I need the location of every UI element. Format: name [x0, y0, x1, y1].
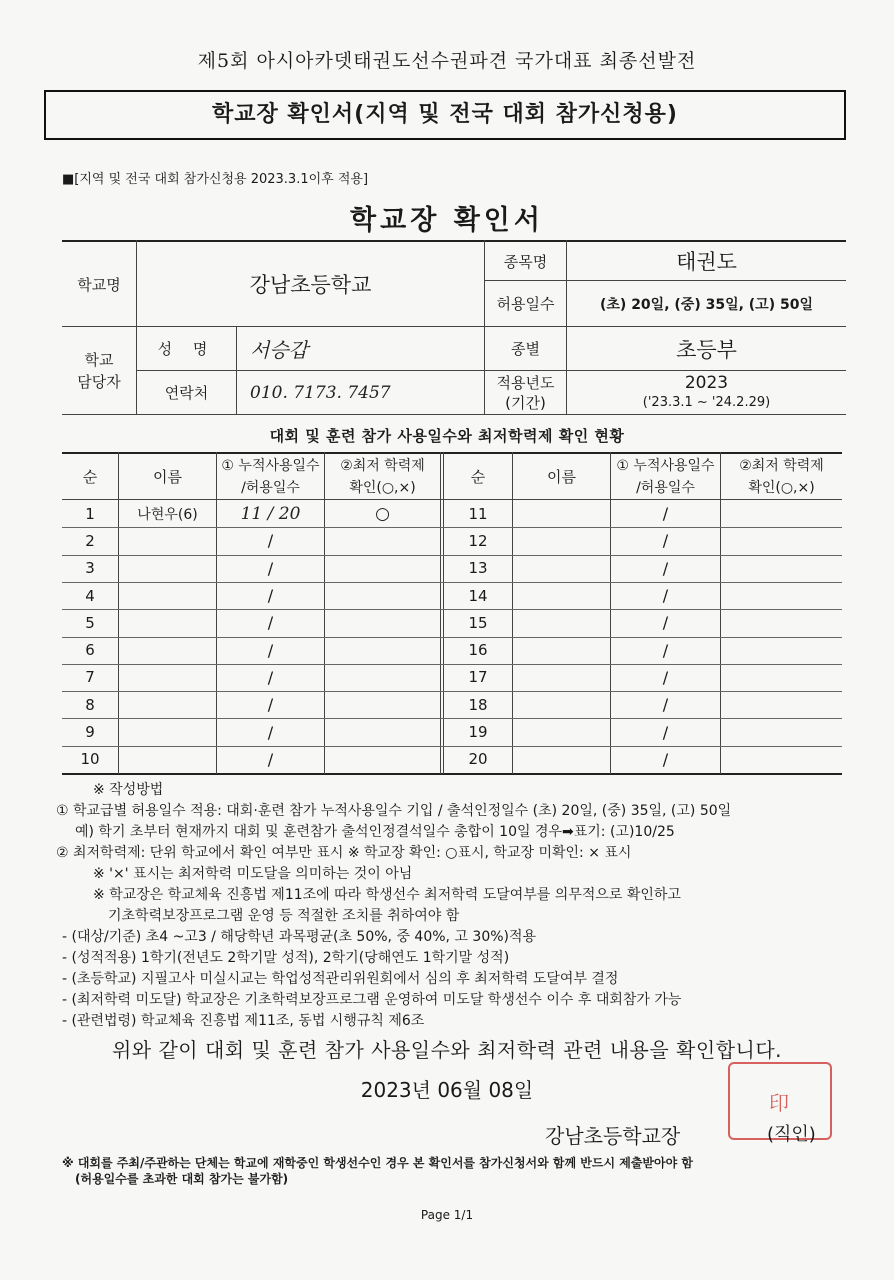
note-1: ① 학교급별 허용일수 적용: 대회·훈련 참가 누적사용일수 기입 / 출석인정일수 (초) 20일, (중) 35일, (고) 50일 [56, 803, 732, 819]
row-left-name [119, 664, 216, 691]
row-right-name [513, 718, 610, 745]
row-left-no: 6 [85, 641, 95, 660]
row-left-check [325, 664, 440, 691]
sport-label: 종목명 [503, 252, 548, 271]
row-left-no: 4 [85, 586, 95, 605]
row-right-name [513, 746, 610, 773]
row-right-days: / [662, 586, 669, 606]
confirm-text: 위와 같이 대회 및 훈련 참가 사용일수와 최저학력 관련 내용을 확인합니다. [111, 1038, 783, 1062]
row-left-name [119, 746, 216, 773]
row-right-days: / [662, 640, 669, 660]
note-2-b: ※ 학교장은 학교체육 진흥법 제11조에 따라 학생선수 최저학력 도달여부를 의무적으로 확인하고 [93, 887, 681, 903]
row-left-days: / [267, 613, 274, 633]
row-right-check [721, 664, 842, 691]
col-min [325, 454, 440, 499]
row-right-check [721, 582, 842, 609]
col-min-right-line1: ②최저 학력제 [739, 457, 824, 474]
col-days-right-line2: /허용일수 [636, 479, 695, 496]
row-left-no: 10 [80, 750, 100, 769]
row-right-no: 20 [468, 750, 488, 769]
row-right-days: / [662, 695, 669, 715]
year-label-line2: (기간) [505, 393, 546, 412]
year-label [485, 371, 566, 414]
row-right-no: 16 [468, 641, 488, 660]
notes-heading: ※ 작성방법 [93, 782, 164, 798]
row-left-check [325, 609, 440, 636]
row-left-no: 1 [85, 504, 95, 523]
manager-label-line2: 담당자 [77, 372, 121, 391]
col-min-line1: ②최저 학력제 [340, 457, 425, 474]
apply-note: ■[지역 및 전국 대회 참가신청용 2023.3.1이후 적용] [62, 172, 369, 187]
sport-value: 태권도 [676, 250, 737, 274]
allowed-value: (초) 20일, (중) 35일, (고) 50일 [600, 296, 813, 313]
col-min-right-line2: 확인(○,×) [748, 479, 815, 496]
row-right-name [513, 527, 610, 554]
col-min-right [721, 454, 842, 499]
row-right-check [721, 746, 842, 773]
col-days-right-line1: ① 누적사용일수 [616, 457, 715, 474]
division-label: 종별 [511, 340, 540, 358]
row-left-days: 11 / 20 [240, 503, 301, 524]
footer-note-2: (허용일수를 초과한 대회 참가는 불가함) [75, 1172, 289, 1186]
row-left-check: ○ [375, 503, 390, 524]
row-left-days: / [267, 640, 274, 660]
date: 2023년 06월 08일 [360, 1078, 534, 1102]
col-name: 이름 [153, 467, 182, 486]
row-right-no: 17 [468, 668, 488, 687]
row-right-check [721, 691, 842, 718]
row-left-check [325, 746, 440, 773]
row-right-no: 15 [468, 613, 488, 632]
row-left-check [325, 718, 440, 745]
row-left-days: / [267, 695, 274, 715]
row-right-days: / [662, 613, 669, 633]
row-right-name [513, 582, 610, 609]
row-right-check [721, 555, 842, 582]
row-left-check [325, 691, 440, 718]
row-right-check [721, 609, 842, 636]
row-right-no: 11 [468, 504, 488, 523]
detail-2: - (성적적용) 1학기(전년도 2학기말 성적), 2학기(당해연도 1학기말 성적) [62, 950, 510, 966]
col-no: 순 [82, 467, 98, 486]
row-right-days: / [662, 558, 669, 578]
contact-label: 연락처 [164, 384, 209, 402]
seal-stamp-icon: 印 [728, 1062, 832, 1140]
col-days-line1: ① 누적사용일수 [221, 457, 320, 474]
page-number: Page 1/1 [420, 1208, 474, 1222]
row-right-check [721, 637, 842, 664]
row-left-check [325, 527, 440, 554]
manager-label [62, 327, 136, 414]
col-days [217, 454, 324, 499]
note-2-a: ※ '×' 표시는 최저학력 미도달을 의미하는 것이 아님 [93, 866, 413, 882]
form-title: 학교장 확인서(지역 및 전국 대회 참가신청용) [44, 90, 846, 140]
allowed-label: 허용일수 [496, 295, 555, 313]
row-left-no: 9 [85, 723, 95, 742]
row-left-days: / [267, 558, 274, 578]
row-right-name [513, 609, 610, 636]
row-left-check [325, 555, 440, 582]
row-right-no: 14 [468, 586, 488, 605]
row-left-no: 7 [85, 668, 95, 687]
row-right-check [721, 718, 842, 745]
row-left-name [119, 637, 216, 664]
row-right-no: 13 [468, 559, 488, 578]
year-value-year: 2023 [684, 372, 729, 393]
detail-1: - (대상/기준) 초4 ~고3 / 해당학년 과목평균(초 50%, 중 40%, 고 30%)적용 [62, 929, 537, 945]
row-left-check [325, 637, 440, 664]
row-left-name [119, 718, 216, 745]
row-right-name [513, 555, 610, 582]
col-no-right: 순 [470, 467, 486, 486]
row-right-days: / [662, 531, 669, 551]
detail-4: - (최저학력 미도달) 학교장은 기초학력보장프로그램 운영하여 미도달 학생선수 이수 후 대회참가 가능 [62, 992, 682, 1008]
row-left-no: 2 [85, 531, 95, 550]
row-left-days: / [267, 667, 274, 687]
col-days-line2: /허용일수 [241, 479, 300, 496]
contact-value: 010. 7173. 7457 [250, 382, 391, 403]
footer-note: ※ 대회를 주최/주관하는 단체는 학교에 재학중인 학생선수인 경우 본 확인서를 참가신청서와 함께 반드시 제출받아야 함 [62, 1156, 693, 1170]
seal-label: (직인) [767, 1124, 816, 1145]
row-left-name [119, 582, 216, 609]
row-left-name: 나현우(6) [137, 506, 198, 523]
row-right-days: / [662, 504, 669, 524]
year-value-period: ('23.3.1 ~ '24.2.29) [642, 394, 771, 410]
row-left-days: / [267, 586, 274, 606]
row-left-name [119, 555, 216, 582]
col-days-right [611, 454, 720, 499]
row-left-no: 5 [85, 613, 95, 632]
row-right-name [513, 691, 610, 718]
row-right-days: / [662, 749, 669, 769]
row-right-days: / [662, 667, 669, 687]
signer: 강남초등학교장 [545, 1124, 681, 1148]
row-left-name [119, 691, 216, 718]
name-value: 서승갑 [250, 338, 308, 362]
row-left-no: 8 [85, 695, 95, 714]
note-1-example: 예) 학기 초부터 현재까지 대회 및 훈련참가 출석인정결석일수 총합이 10일 경우➡표기: (고)10/25 [75, 824, 675, 840]
row-left-no: 3 [85, 559, 95, 578]
row-right-name [513, 664, 610, 691]
note-2: ② 최저학력제: 단위 학교에서 확인 여부만 표시 ※ 학교장 확인: ○표시, 학교장 미확인: × 표시 [56, 845, 632, 861]
manager-label-line1: 학교 [84, 350, 114, 369]
col-min-line2: 확인(○,×) [349, 479, 416, 496]
note-2-c: 기초학력보장프로그램 운영 등 적절한 조치를 취하여야 함 [108, 908, 460, 924]
row-right-no: 12 [468, 531, 488, 550]
name-label: 성 명 [157, 340, 216, 358]
division-value: 초등부 [676, 337, 737, 362]
row-left-days: / [267, 749, 274, 769]
row-left-days: / [267, 722, 274, 742]
event-title: 제5회 아시아카뎃태권도선수권파견 국가대표 최종선발전 [197, 50, 697, 72]
row-right-no: 19 [468, 723, 488, 742]
year-label-line1: 적용년도 [496, 373, 555, 392]
year-value [567, 371, 846, 414]
detail-5: - (관련법령) 학교체육 진흥법 제11조, 동법 시행규칙 제6조 [62, 1013, 425, 1029]
row-left-check [325, 582, 440, 609]
row-left-name [119, 527, 216, 554]
doc-title: 학교장 확인서 [350, 205, 544, 236]
row-right-name [513, 500, 610, 527]
row-right-name [513, 637, 610, 664]
row-left-days: / [267, 531, 274, 551]
row-left-name [119, 609, 216, 636]
section-title: 대회 및 훈련 참가 사용일수와 최저학력제 확인 현황 [269, 427, 625, 445]
row-right-no: 18 [468, 695, 488, 714]
detail-3: - (초등학교) 지필고사 미실시교는 학업성적관리위원회에서 심의 후 최저학력 도달여부 결정 [62, 971, 619, 987]
row-right-check [721, 500, 842, 527]
row-right-days: / [662, 722, 669, 742]
row-right-check [721, 527, 842, 554]
col-name-right: 이름 [547, 467, 576, 486]
school-label: 학교명 [77, 275, 121, 294]
school-value: 강남초등학교 [249, 273, 372, 297]
